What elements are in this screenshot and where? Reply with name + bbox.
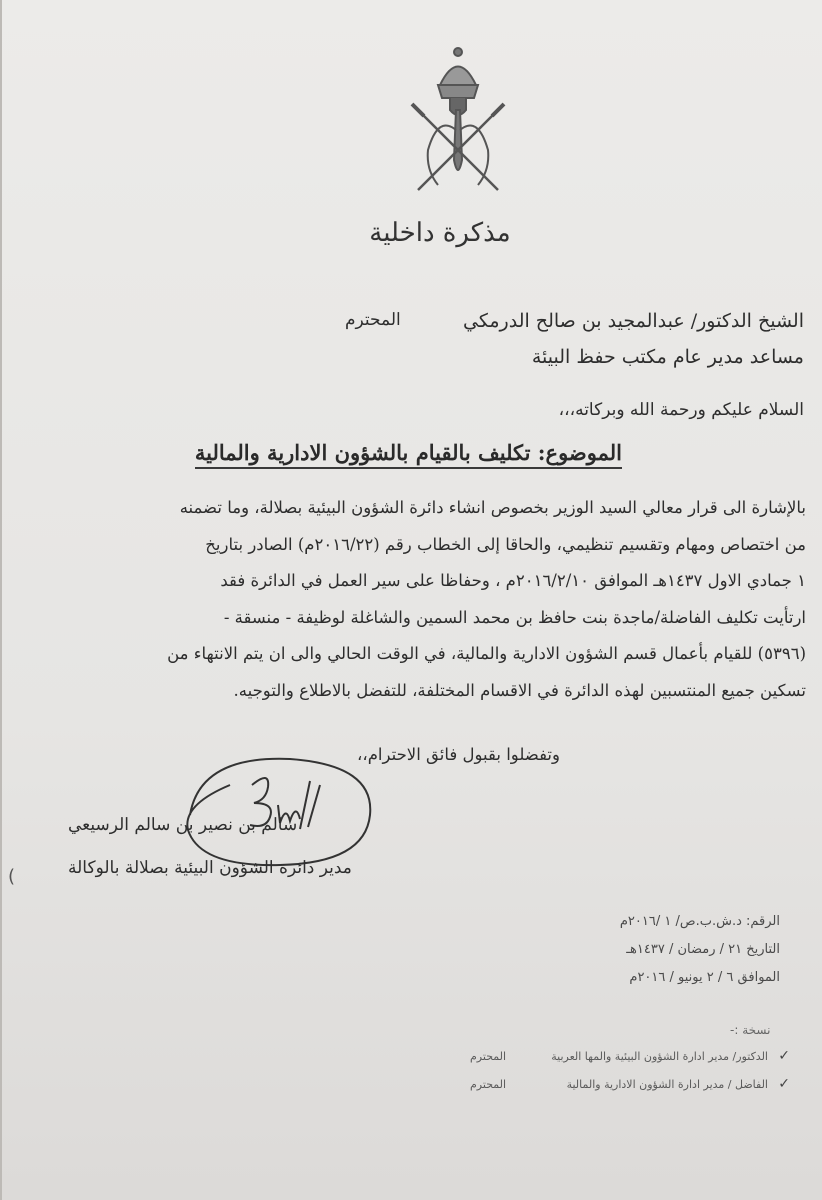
- copy-honorific: المحترم: [470, 1050, 507, 1063]
- recipient-honorific: المحترم: [345, 310, 401, 330]
- body-line: بالإشارة الى قرار معالي السيد الوزير بخصوص انشاء دائرة الشؤون البيئية بصلالة، وما تضمنه: [179, 498, 806, 517]
- memo-title: مذكرة داخلية: [369, 218, 511, 248]
- body-line: تسكين جميع المنتسبين لهذه الدائرة في الاقسام المختلفة، للتفضل بالاطلاع والتوجيه.: [233, 680, 806, 700]
- greeting: السلام عليكم ورحمة الله وبركاته،،،: [558, 400, 804, 420]
- reference-block: [560, 908, 780, 992]
- signatory-name: سالم بن نصير بن سالم الرسيعي: [68, 815, 298, 835]
- recipient-position: مساعد مدير عام مكتب حفظ البيئة: [531, 346, 804, 368]
- margin-mark-icon: (: [8, 866, 16, 887]
- copy-recipient: الفاضل / مدير ادارة الشؤون الادارية والمالية: [566, 1078, 768, 1091]
- checkmark-icon: ✓: [778, 1048, 790, 1064]
- reference-date-gregorian: الموافق ٦ / ٢ يونيو / ٢٠١٦م: [629, 970, 780, 985]
- reference-number: الرقم: د.ش.ب.ص/ ١ /٢٠١٦م: [619, 914, 780, 929]
- copy-recipient: الدكتور/ مدير ادارة الشؤون البيئية والمها العربية: [551, 1050, 768, 1063]
- national-emblem-icon: [398, 40, 518, 210]
- handwritten-signature: [170, 745, 390, 875]
- copy-honorific: المحترم: [470, 1078, 507, 1091]
- reference-date-hijri: التاريخ ٢١ / رمضان / ١٤٣٧هـ: [626, 942, 780, 957]
- closing-line: وتفضلوا بقبول فائق الاحترام،،: [357, 745, 560, 764]
- page-edge: [0, 0, 2, 1200]
- body-line: (٥٣٩٦) للقيام بأعمال قسم الشؤون الادارية والمالية، في الوقت الحالي والى ان يتم الانتهاء من: [167, 644, 806, 663]
- memo-body: [106, 490, 806, 709]
- signatory-title: مدير دائرة الشؤون البيئية بصلالة بالوكالة: [68, 858, 352, 878]
- checkmark-icon: ✓: [778, 1076, 790, 1092]
- body-line: من اختصاص ومهام وتقسيم تنظيمي، والحاقا إلى الخطاب رقم (٢٠١٦/٢٢م) الصادر بتاريخ: [205, 534, 806, 554]
- recipient-name: الشيخ الدكتور/ عبدالمجيد بن صالح الدرمكي: [463, 310, 804, 332]
- memo-subject: الموضوع: تكليف بالقيام بالشؤون الادارية والمالية: [195, 440, 622, 469]
- body-line: ١ جمادي الاول ١٤٣٧هـ الموافق ٢٠١٦/٢/١٠م ، وحفاظا على سير العمل في الدائرة فقد: [220, 571, 806, 590]
- body-line: ارتأيت تكليف الفاضلة/ماجدة بنت حافظ بن محمد السمين والشاغلة لوظيفة - منسقة -: [223, 607, 806, 627]
- copies-heading: نسخة :-: [730, 1023, 771, 1037]
